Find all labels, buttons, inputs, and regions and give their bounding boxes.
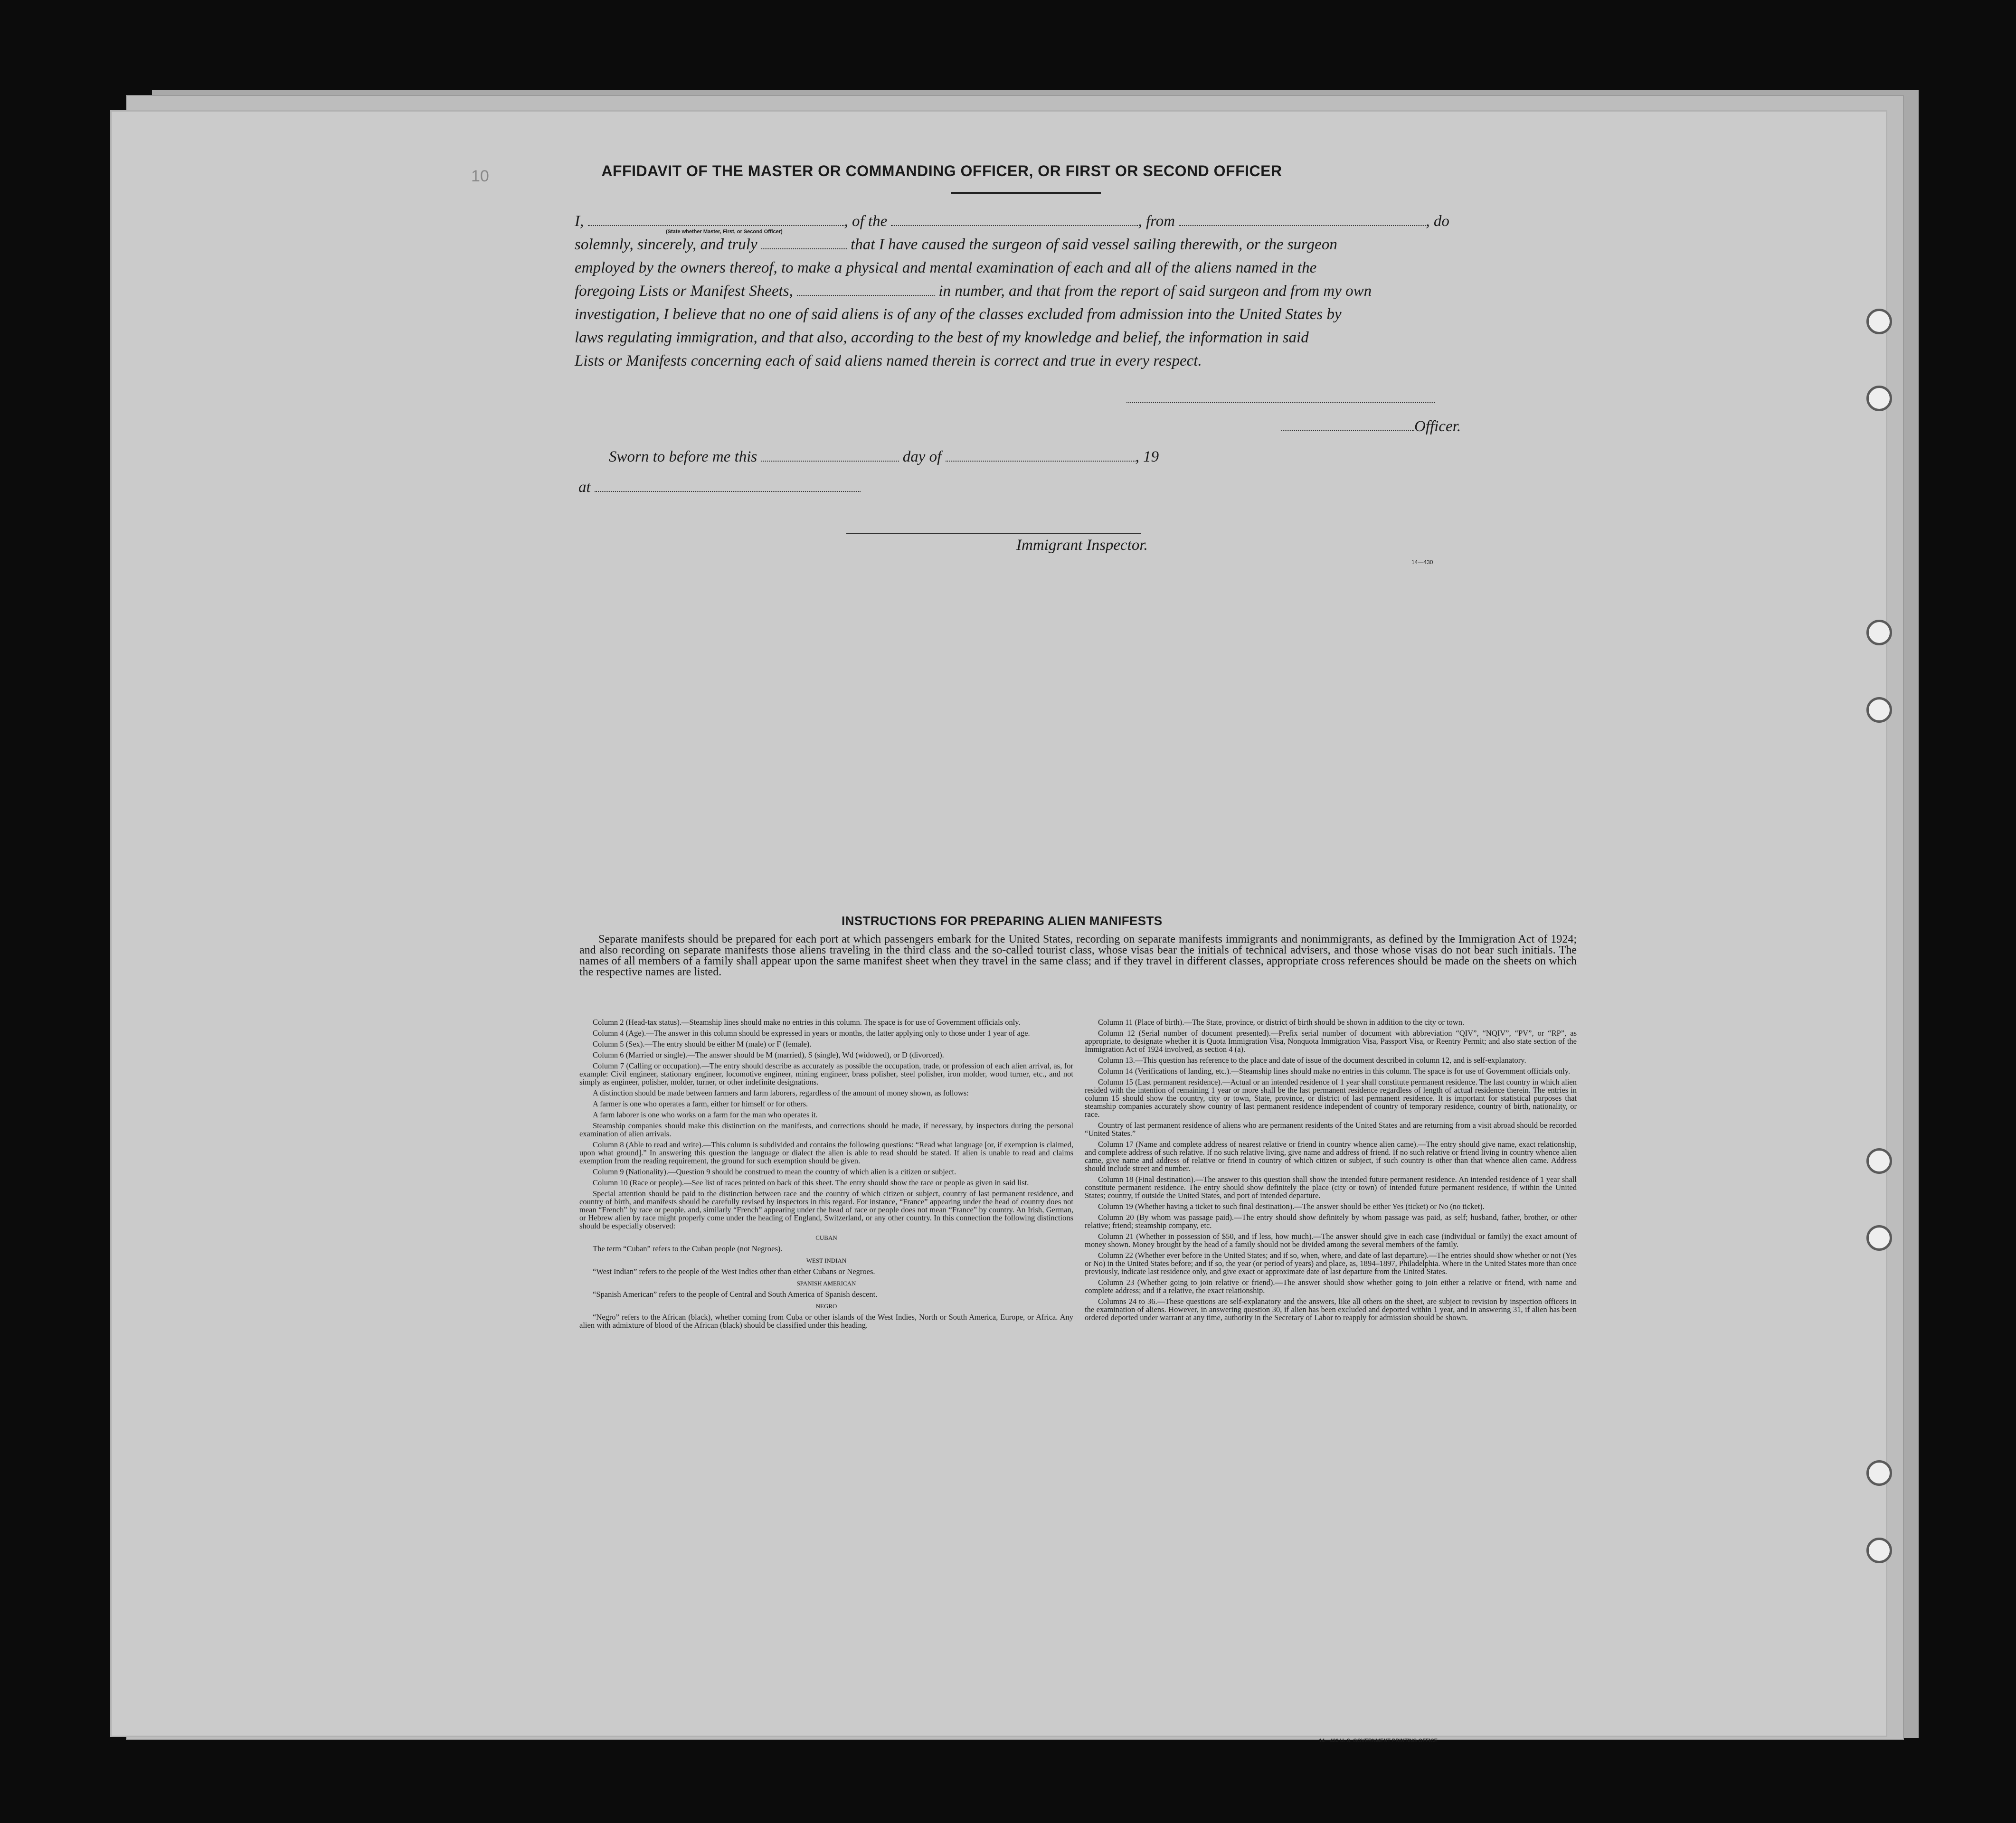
definition-cuban: The term “Cuban” refers to the Cuban people (not Negroes). — [593, 1244, 783, 1253]
vessel-name-blank[interactable] — [891, 221, 1138, 226]
sworn-day-blank[interactable] — [761, 457, 899, 462]
instruction-paragraph: Special attention should be paid to the distinction between race and the country of which citizen or subject, country of last permanent residence, and country of birth, and manifests should be carefully revised by inspectors in this regard. For instance, “France” appearing under the head of country does not mean “French” by race or people, and, similarly “French” appearing under the head of race or people does not mean “France” by country. An Irish, German, or Hebrew alien by race might properly come under the heading of England, Switzerland, or any other country. In this connection the following distinctions should be especially observed: — [579, 1189, 1073, 1230]
form-number: 14—430 — [1411, 559, 1433, 566]
instruction-paragraph: Column 18 (Final destination).—The answer to this question shall show the intended future permanent residence. An intended residence of 1 year shall constitute permanent residence. The entry should show definitely the place (city or town) of intended future permanent residence, if within the United States; country, if outside the United States, and port of intended departure. — [1085, 1175, 1577, 1200]
port-blank[interactable] — [1179, 221, 1426, 226]
instruction-paragraph: Column 10 (Race or people).—See list of races printed on back of this sheet. The entry should show the race or people as given in said list. — [593, 1178, 1029, 1187]
rank-caption: (State whether Master, First, or Second Officer) — [666, 229, 783, 235]
instruction-paragraph: Column 15 (Last permanent residence).—Actual or an intended residence of 1 year shall constitute permanent residence. The last country in which alien resided with the intention of remaining 1 year or more shall be the last permanent residence regardless of length of actual residence therein. The entries in column 15 should show the country, city or town, State, province, or district of last permanent residence. It is important for statistical purposes that steamship companies accurately show country of last permanent residence independent of country of temporary residence, country of birth, nationality, or race. — [1085, 1077, 1577, 1119]
instruction-paragraph: Columns 24 to 36.—These questions are self-explanatory and the answers, like all others on the sheet, are subject to revision by inspection officers in the examination of aliens. However, in answering question 30, if alien has been excluded and deported within 1 year, and in answering 31, if alien has been ordered deported under warrant at any time, authority in the Secretary of Labor to reapply for admission should be shown. — [1085, 1297, 1577, 1322]
instruction-paragraph: Column 12 (Serial number of document presented).—Prefix serial number of document with abbreviation “QIV”, “NQIV”, “PV”, or “RP”, as appropriate, to designate whether it is Quota Immigration Visa, Nonquota Immigration Visa, Passport Visa, or Reentry Permit; and also state section of the Immigration Act of 1924 involved, as section 4 (a). — [1085, 1029, 1577, 1054]
instructions-left-column — [579, 1018, 1073, 1332]
instruction-paragraph: Column 4 (Age).—The answer in this column should be expressed in years or months, the latter applying only to those under 1 year of age. — [593, 1029, 1030, 1038]
binder-hole — [1866, 1148, 1892, 1174]
binder-hole — [1866, 1538, 1892, 1563]
page-mark: 10 — [471, 167, 489, 185]
affidavit-line-2: solemnly, sincerely, and truly that I have caused the surgeon of said vessel sailing therewith, or the surgeon — [575, 236, 1337, 253]
instruction-paragraph: Column 5 (Sex).—The entry should be either M (male) or F (female). — [593, 1039, 812, 1048]
sworn-month-blank[interactable] — [946, 457, 1136, 462]
heading-spanish-american: SPANISH AMERICAN — [796, 1280, 856, 1287]
instructions-intro: Separate manifests should be prepared for each port at which passengers embark for the United States, recording on separate manifests immigrants and nonimmigrants, as defined by the Immigration Act of 1924; and also recording on separate manifests those aliens traveling in the third class and the so-called tourist class, whose visas bear the initials of technical advisers, and those whose visas do not bear such initials. The names of all members of a family shall appear upon the same manifest sheet when they travel in the same class; and if they travel in different classes, appropriate cross references should be made on the sheets on which the respective names are listed. — [579, 933, 1577, 978]
binder-hole — [1866, 1225, 1892, 1251]
inspector-signature-line[interactable] — [846, 533, 1141, 534]
heading-negro: NEGRO — [815, 1303, 837, 1310]
instruction-paragraph: Column 20 (By whom was passage paid).—The entry should show definitely by whom passage was paid, as self; husband, father, brother, or other relative; friend; steamship company, etc. — [1085, 1213, 1577, 1230]
instruction-paragraph: Column 9 (Nationality).—Question 9 should be construed to mean the country of which alien is a citizen or subject. — [593, 1167, 956, 1176]
instruction-paragraph: Column 17 (Name and complete address of nearest relative or friend in country whence alien came).—The entry should give name, exact relationship, and complete address of such relative. If no such relative living, give name and address of friend. If no such relative or friend living in country whence alien came, give name and address of relative or friend in country of which citizen or subject, if such country is other than that whence alien came. Address should include street and number. — [1085, 1140, 1577, 1173]
manifest-page — [110, 110, 1887, 1744]
heading-cuban: CUBAN — [815, 1234, 837, 1241]
title-rule — [951, 192, 1101, 194]
instruction-paragraph: Column 7 (Calling or occupation).—The entry should describe as accurately as possible the occupation, trade, or profession of each alien arrival, as, for example: Civil engineer, stationary engineer, locomotive engineer, mining engineer, brass polisher, steel polisher, iron molder, wood turner, etc., and not simply as engineer, polisher, molder, turner, or other indefinite designations. — [579, 1061, 1073, 1086]
definition-spanish-american: “Spanish American” refers to the people of Central and South America of Spanish descent. — [593, 1290, 878, 1299]
officer-rank-blank[interactable] — [588, 221, 844, 226]
definition-west-indian: “West Indian” refers to the people of the West Indies other than either Cubans or Negroes. — [593, 1267, 875, 1276]
sworn-line: Sworn to before me this day of , 19 — [609, 448, 1159, 465]
instruction-paragraph: Column 6 (Married or single).—The answer should be M (married), S (single), Wd (widowed), or D (divorced). — [593, 1050, 944, 1059]
instruction-paragraph: Column 8 (Able to read and write).—This column is subdivided and contains the following questions: “Read what language [or, if exemption is claimed, upon what ground].” In answering this question the language or dialect the alien is able to read should be stated. If alien is unable to read and claims exemption from the reading requirement, the ground for such exemption should be given. — [579, 1140, 1073, 1165]
instruction-paragraph: Column 19 (Whether having a ticket to such final destination).—The answer should be either Yes (ticket) or No (no ticket). — [1098, 1202, 1485, 1211]
instruction-paragraph: Steamship companies should make this distinction on the manifests, and corrections should be made, if necessary, by inspectors during the personal examination of alien arrivals. — [579, 1121, 1073, 1138]
affidavit-line-4: foregoing Lists or Manifest Sheets, in number, and that from the report of said surgeon and from my own — [575, 283, 1372, 300]
officer-signature-line[interactable] — [1126, 402, 1435, 403]
inspector-label: Immigrant Inspector. — [1016, 537, 1148, 554]
instructions-title: INSTRUCTIONS FOR PREPARING ALIEN MANIFESTS — [842, 914, 1163, 928]
instruction-paragraph: A distinction should be made between farmers and farm laborers, regardless of the amount of money shown, as follows: — [593, 1088, 969, 1097]
affidavit-line-3: employed by the owners thereof, to make a physical and mental examination of each and all of the aliens named in the — [575, 259, 1317, 276]
instruction-paragraph: Column 11 (Place of birth).—The State, province, or district of birth should be shown in addition to the city or town. — [1098, 1018, 1465, 1027]
instruction-paragraph: Column 13.—This question has reference to the place and date of issue of the document described in column 12, and is self-explanatory. — [1098, 1056, 1526, 1065]
heading-west-indian: WEST INDIAN — [806, 1257, 847, 1264]
officer-title-blank[interactable] — [1281, 426, 1414, 431]
instruction-paragraph: Column 22 (Whether ever before in the United States; and if so, when, where, and date of last departure).—The entries should show whether or not (Yes or No) in the United States before; and if so, the year (or period of years) and place, as, 1894–1897, Philadelphia. Where in the United States more than once previously, indicate last residence only, and give exact or approximate date of last departure from the United States. — [1085, 1251, 1577, 1276]
instructions-right-column — [1085, 1018, 1577, 1324]
affidavit-line-5: investigation, I believe that no one of said aliens is of any of the classes excluded from admission into the United States by — [575, 306, 1342, 323]
at-line: at — [578, 479, 861, 496]
place-blank[interactable] — [595, 487, 861, 492]
instruction-paragraph: A farmer is one who operates a farm, either for himself or for others. — [593, 1099, 808, 1108]
binder-hole — [1866, 386, 1892, 411]
sheet-count-blank[interactable] — [797, 291, 935, 296]
instruction-paragraph: Column 23 (Whether going to join relative or friend).—The answer should show whether going to join either a relative or friend, with name and complete address; and if a relative, the exact relationship. — [1085, 1278, 1577, 1295]
binder-hole — [1866, 620, 1892, 645]
instruction-paragraph: Column 2 (Head-tax status).—Steamship lines should make no entries in this column. The space is for use of Government officials only. — [593, 1018, 1021, 1027]
affidavit-line-1: I, , of the , from , do — [575, 213, 1449, 230]
oath-blank[interactable] — [761, 245, 847, 249]
binder-hole — [1866, 697, 1892, 723]
affidavit-line-6: laws regulating immigration, and that also, according to the best of my knowledge and belief, the information in said — [575, 329, 1309, 346]
instruction-paragraph: Column 21 (Whether in possession of $50, and if less, how much).—The answer should give in each case (individual or family) the exact amount of money shown. Money brought by the head of a family should not be divided among the several members of the family. — [1085, 1232, 1577, 1249]
printing-office-footer: 14—430 U. S. GOVERNMENT PRINTING OFFICE — [1319, 1738, 1438, 1744]
binder-hole — [1866, 1460, 1892, 1486]
instruction-paragraph: A farm laborer is one who works on a farm for the man who operates it. — [593, 1110, 818, 1119]
affidavit-line-7: Lists or Manifests concerning each of said aliens named therein is correct and true in every respect. — [575, 352, 1202, 369]
definition-negro: “Negro” refers to the African (black), whether coming from Cuba or other islands of the West Indies, North or South America, Europe, or Africa. Any alien with admixture of blood of the African (black) should be classified under this heading. — [579, 1313, 1073, 1330]
instruction-paragraph: Country of last permanent residence of aliens who are permanent residents of the United States and are returning from a visit abroad should be recorded “United States.” — [1085, 1121, 1577, 1138]
officer-label: Officer. — [1281, 418, 1461, 435]
instruction-paragraph: Column 14 (Verifications of landing, etc.).—Steamship lines should make no entries in this column. The space is for use of Government officials only. — [1098, 1067, 1571, 1076]
binder-hole — [1866, 309, 1892, 334]
affidavit-title: AFFIDAVIT OF THE MASTER OR COMMANDING OFFICER, OR FIRST OR SECOND OFFICER — [601, 162, 1282, 179]
